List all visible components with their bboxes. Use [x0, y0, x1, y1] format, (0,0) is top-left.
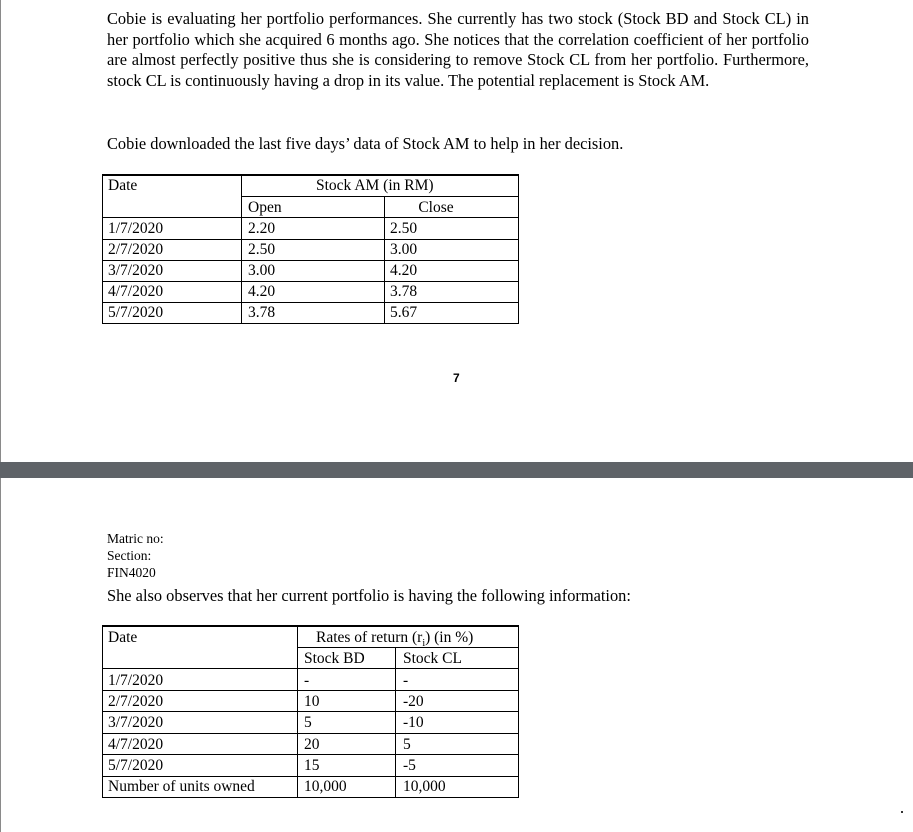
table2-date-header: Date [108, 629, 138, 646]
matric-label: Matric no: [107, 531, 164, 546]
table2-group-header-sub: i [422, 638, 426, 650]
table1-date-header: Date [108, 177, 138, 194]
table1-row-date: 4/7/2020 [108, 283, 164, 300]
table2-row-cl: 5 [403, 736, 411, 753]
table2-row-date: 1/7/2020 [108, 672, 164, 689]
table1-row-close: 2.50 [390, 220, 418, 237]
download-sentence: Cobie downloaded the last five days’ data of Stock AM to help in her decision. [107, 134, 624, 153]
table1-close-header: Close [418, 199, 454, 216]
table2-row-cl: -10 [403, 714, 424, 731]
table2-row-bd: 20 [304, 736, 320, 753]
table1-group-header: Stock AM (in RM) [316, 177, 434, 194]
table2-units-label: Number of units owned [108, 778, 255, 795]
table2-row-cl: -20 [403, 693, 424, 710]
table2-row-date: 5/7/2020 [108, 757, 164, 774]
table2-row-cl: -5 [403, 757, 416, 774]
table2-row-bd: - [304, 672, 310, 689]
table1-row-date: 3/7/2020 [108, 262, 164, 279]
table2-row-bd: 5 [304, 714, 312, 731]
table1-row-open: 3.00 [248, 262, 276, 279]
table1-open-header: Open [248, 199, 282, 216]
page-divider [0, 462, 913, 478]
table2-row-bd: 10 [304, 693, 320, 710]
table2-row-date: 4/7/2020 [108, 736, 164, 753]
table2-row-date: 2/7/2020 [108, 693, 164, 710]
table2-group-header-tail: ) (in %) [425, 629, 474, 646]
table2-cl-header: Stock CL [403, 650, 462, 667]
table2-units-bd: 10,000 [304, 778, 347, 795]
table1-row-close: 3.00 [390, 241, 418, 258]
table2-bd-header: Stock BD [304, 650, 365, 667]
table1-row-close: 3.78 [390, 283, 418, 300]
observe-sentence: She also observes that her current portfolio is having the following information: [107, 586, 631, 605]
table1-row-date: 2/7/2020 [108, 241, 164, 258]
table2-group-header-text: Rates of return (r [316, 629, 423, 646]
table2-units-cl: 10,000 [403, 778, 446, 795]
table1-row-open: 3.78 [248, 304, 276, 321]
table2-row-date: 3/7/2020 [108, 714, 164, 731]
table2-row-bd: 15 [304, 757, 320, 774]
stray-dot [901, 811, 903, 813]
document-page-2 [0, 478, 913, 832]
table1-row-close: 5.67 [390, 304, 418, 321]
table1-row-open: 2.50 [248, 241, 276, 258]
table1-row-date: 1/7/2020 [108, 220, 164, 237]
section-label: Section: [107, 548, 152, 563]
table2-row-cl: - [403, 672, 409, 689]
table1-row-date: 5/7/2020 [108, 304, 164, 321]
table1-row-open: 4.20 [248, 283, 276, 300]
page-number: 7 [453, 371, 460, 385]
stock-am-table [1, 0, 913, 462]
intro-paragraph: Cobie is evaluating her portfolio performances. She currently has two stock (Stock BD and Stock CL) in her portfolio which she acquired 6 months ago. She notices that the correlation coefficient of her portfolio are almost perfectly positive thus she is considering to remove Stock CL from her portfolio. Furthermore, stock CL is continuously having a drop in its value. The potential replacement is Stock AM. [107, 9, 809, 90]
table1-row-close: 4.20 [390, 262, 418, 279]
returns-table [1, 478, 913, 832]
course-code: FIN4020 [107, 565, 156, 580]
table1-row-open: 2.20 [248, 220, 276, 237]
